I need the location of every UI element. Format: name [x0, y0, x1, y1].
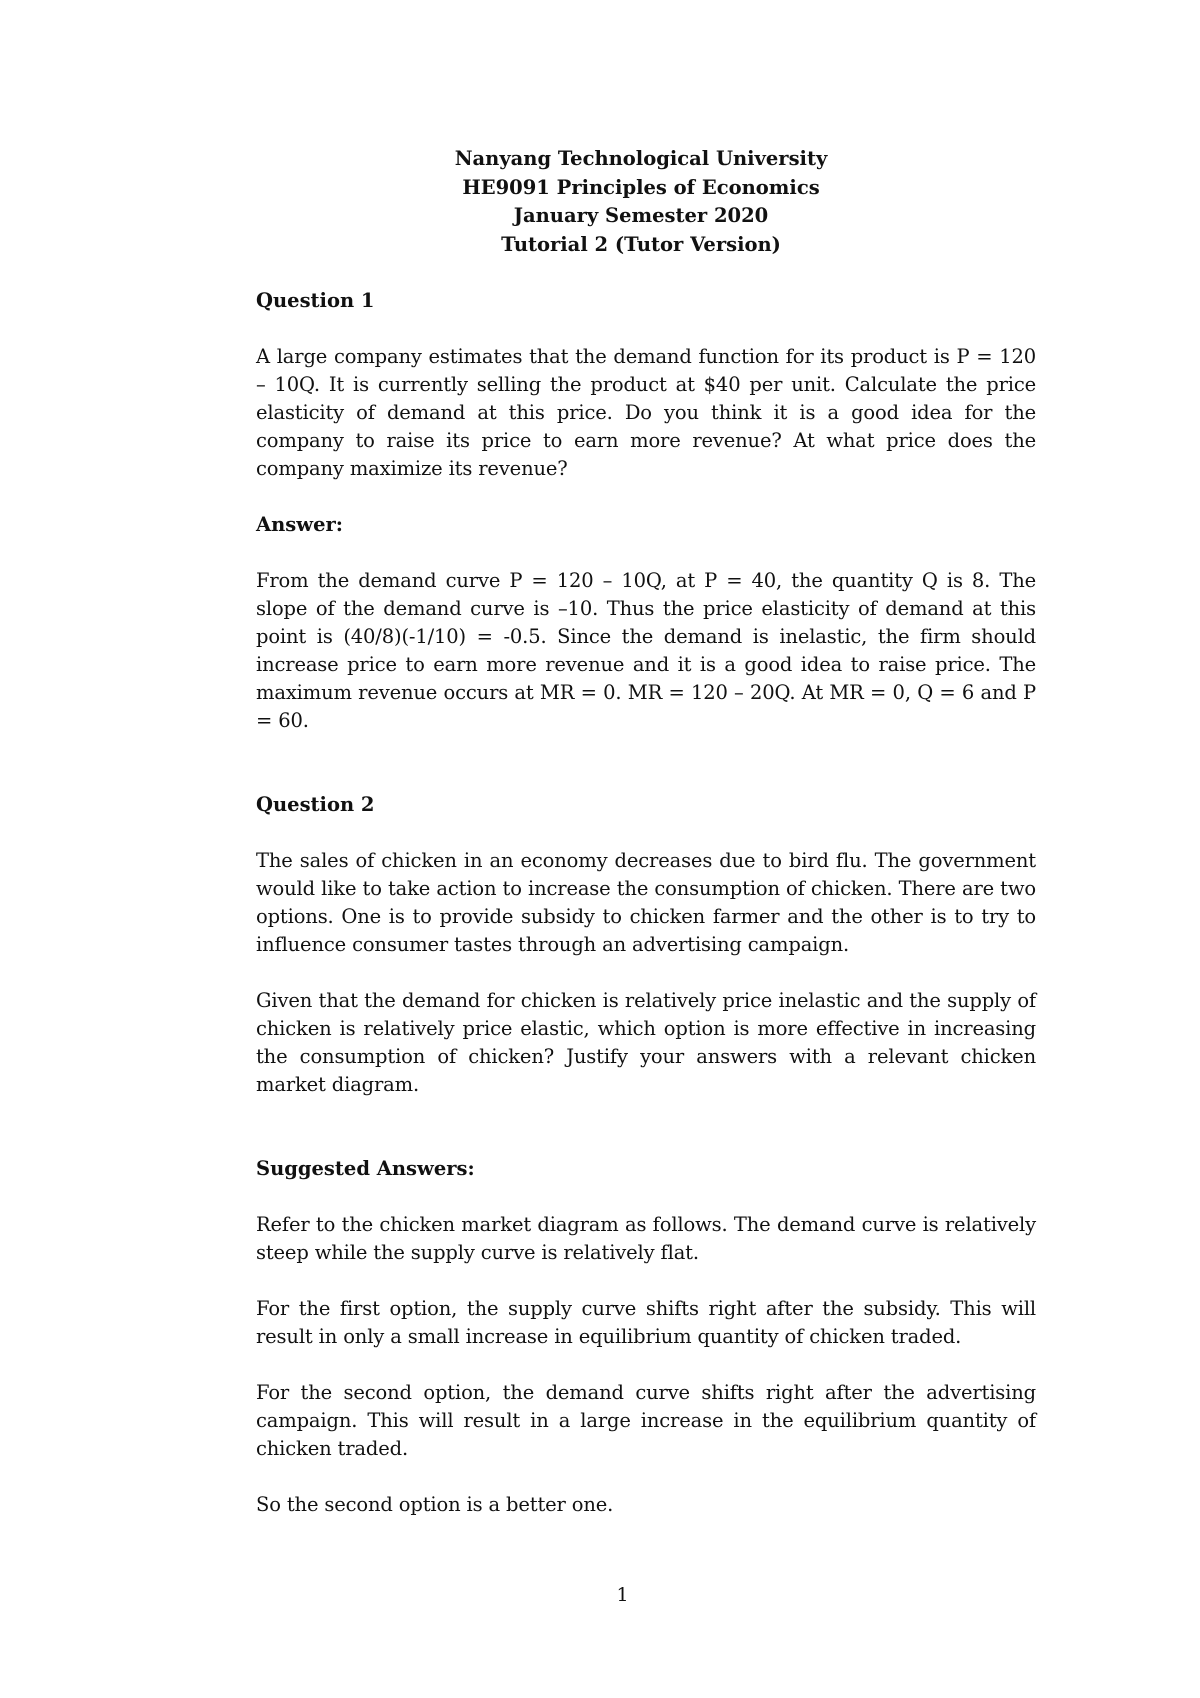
- question-1-answer-text: From the demand curve P = 120 – 10Q, at P = 40, the quantity Q is 8. The slope of the demand curve is –10. Thus the price elasticity of demand at this point is (40/8)(-1/10) = -0.5. Since the demand is inelastic, the firm should increase price to earn more revenue and it is a good idea to raise price. The maximum revenue occurs at MR = 0. MR = 120 – 20Q. At MR = 0, Q = 6 and P = 60.: [256, 569, 1036, 732]
- page-number: 1: [616, 1584, 629, 1606]
- question-2-text-2: Given that the demand for chicken is relatively price inelastic and the supply of chicken is relatively price elastic, which option is more effective in increasing the consumption of chicken? Justify your answers with a relevant chicken market diagram.: [256, 989, 1036, 1096]
- semester-label: January Semester 2020: [513, 204, 769, 227]
- question-1-answer-heading: Answer:: [256, 513, 343, 536]
- question-1-heading: Question 1: [256, 289, 375, 312]
- university-name: Nanyang Technological University: [454, 147, 828, 170]
- question-2-text-1: The sales of chicken in an economy decreases due to bird flu. The government would like to take action to increase the consumption of chicken. There are two options. One is to provide subsidy to chicken farmer and the other is to try to influence consumer tastes through an advertising campaign.: [256, 849, 1036, 956]
- course-title: HE9091 Principles of Economics: [462, 175, 820, 199]
- question-1-text: A large company estimates that the demand function for its product is P = 120 – 10Q. It is currently selling the product at $40 per unit. Calculate the price elasticity of demand at this price. Do you think it is a good idea for the company to raise its price to earn more revenue? At what price does the company maximize its revenue?: [256, 345, 1036, 480]
- document-page: [256, 145, 1036, 1519]
- question-2-answer-3: For the second option, the demand curve shifts right after the advertising campaign. This will result in a large increase in the equilibrium quantity of chicken traded.: [256, 1381, 1036, 1460]
- document-header: [246, 145, 1036, 259]
- question-2-heading: Question 2: [256, 793, 375, 816]
- tutorial-title: Tutorial 2 (Tutor Version): [501, 232, 781, 256]
- question-2-answer-4: So the second option is a better one.: [256, 1493, 614, 1516]
- question-2-answer-1: Refer to the chicken market diagram as follows. The demand curve is relatively steep while the supply curve is relatively flat.: [256, 1213, 1036, 1264]
- question-2-answer-heading: Suggested Answers:: [256, 1157, 475, 1180]
- question-2-answer-2: For the first option, the supply curve shifts right after the subsidy. This will result in only a small increase in equilibrium quantity of chicken traded.: [256, 1297, 1036, 1348]
